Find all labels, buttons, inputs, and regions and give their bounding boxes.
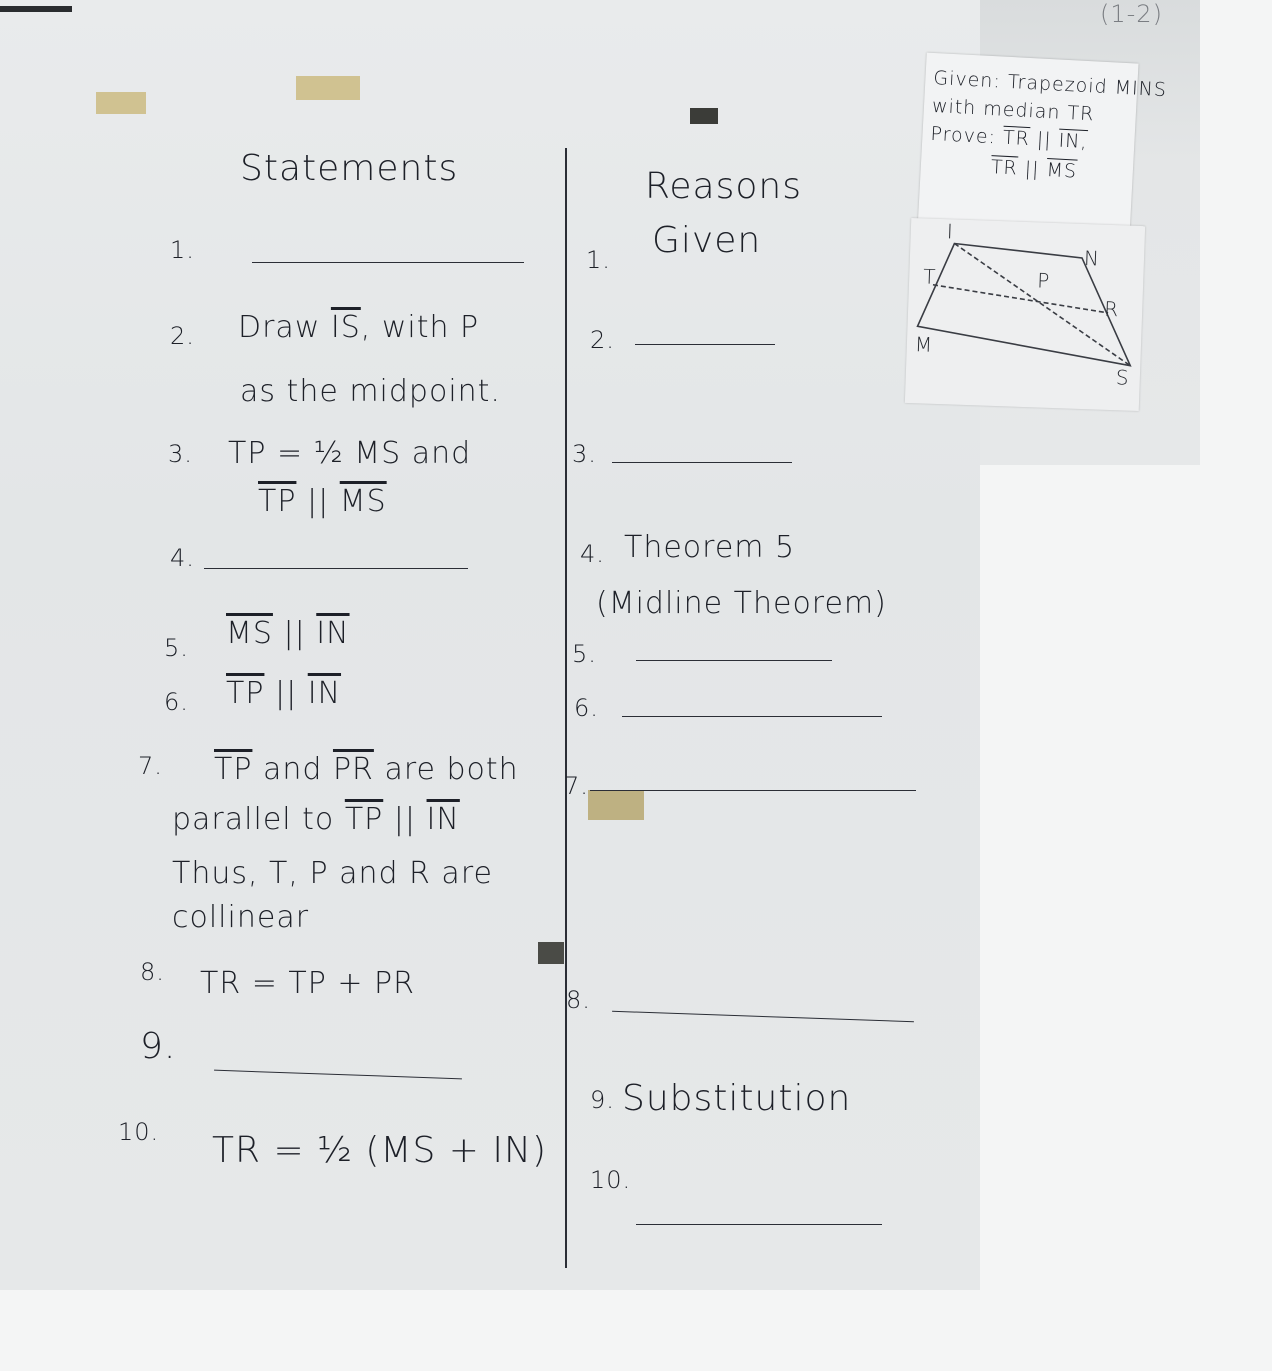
- segment-is: $\overline{IS}$: [330, 310, 361, 345]
- parallel-symbol: ||: [283, 616, 306, 651]
- dark-scrap: [538, 942, 564, 964]
- statement-text: [226, 676, 341, 711]
- trapezoid-outline: [916, 242, 1134, 365]
- statement-text: TR = TP + PR: [200, 966, 415, 1001]
- segment-tr: $\overline{TR}$: [990, 156, 1019, 180]
- segment-tr: $\overline{TR}$: [1002, 126, 1031, 151]
- segment-tp: $\overline{TP}$: [214, 752, 253, 787]
- given-line-2-text: with median TR: [931, 94, 1095, 126]
- reason-number: 7.: [564, 772, 589, 800]
- statement-text: Thus, T, P and R are: [172, 856, 493, 891]
- given-line-2: [931, 95, 1094, 125]
- dark-scrap: [690, 108, 718, 124]
- reasons-heading: Reasons: [645, 166, 802, 207]
- segment-tp: $\overline{TP}$: [344, 802, 384, 837]
- segment-pr: $\overline{PR}$: [332, 752, 374, 787]
- tape-scrap: [96, 92, 146, 114]
- statement-number: 3.: [168, 440, 193, 468]
- reason-blank: [636, 1224, 882, 1225]
- parallel-symbol: ||: [274, 676, 298, 711]
- reason-number: 4.: [580, 540, 605, 568]
- statement-number: 1.: [170, 236, 195, 264]
- statement-number: 7.: [138, 752, 163, 780]
- reason-blank: [590, 790, 916, 791]
- dark-scrap: [0, 6, 72, 12]
- statement-part: , with P: [360, 310, 480, 345]
- reason-text: Theorem 5: [624, 530, 796, 565]
- statement-part: and: [262, 752, 323, 787]
- statement-text: TP = ½ MS and: [228, 436, 472, 471]
- reason-blank: [635, 344, 775, 345]
- statement-text: [258, 484, 387, 519]
- reason-blank: [622, 716, 882, 717]
- statement-number: 6.: [164, 688, 189, 716]
- reason-text-sub: (Midline Theorem): [596, 586, 887, 621]
- tape-scrap: [588, 790, 644, 820]
- parallel-symbol: ||: [1036, 128, 1053, 152]
- label-r: R: [1103, 296, 1119, 322]
- reason-number: 10.: [590, 1166, 632, 1194]
- given-card: [917, 53, 1168, 242]
- segment-in: $\overline{IN}$: [307, 676, 342, 711]
- segment-ms: $\overline{MS}$: [1045, 159, 1078, 183]
- parallel-symbol: ||: [393, 802, 416, 837]
- label-m: M: [914, 332, 933, 357]
- statement-number: 9.: [140, 1026, 177, 1067]
- statement-blank: [252, 262, 524, 263]
- given-line-3: [930, 123, 1088, 153]
- statement-number: 4.: [170, 544, 195, 572]
- statement-text: [172, 802, 460, 837]
- reason-number: 6.: [574, 694, 599, 722]
- statement-text: [238, 310, 479, 345]
- column-divider: [565, 148, 567, 1268]
- prove-label: Prove:: [929, 122, 997, 149]
- reason-number: 1.: [586, 246, 611, 274]
- reason-number: 3.: [572, 440, 597, 468]
- given-line-1: Given: Trapezoid MINS: [932, 66, 1168, 102]
- reason-blank: [612, 462, 792, 463]
- label-s: S: [1115, 365, 1129, 390]
- segment-in: $\overline{IN}$: [316, 616, 350, 651]
- trapezoid-figure-card: [905, 218, 1145, 411]
- statement-number: 5.: [164, 634, 189, 662]
- reason-text: Substitution: [622, 1078, 852, 1119]
- tape-scrap: [296, 76, 360, 100]
- segment-tp: $\overline{TP}$: [258, 484, 297, 519]
- label-i: I: [946, 219, 954, 244]
- parallel-symbol: ||: [1024, 157, 1041, 181]
- statement-text: collinear: [172, 900, 310, 935]
- statement-number: 10.: [118, 1118, 160, 1146]
- statement-text: as the midpoint.: [240, 374, 501, 409]
- statements-heading: Statements: [240, 148, 459, 189]
- segment-ms: $\overline{MS}$: [226, 616, 273, 651]
- statement-number: 2.: [170, 322, 195, 350]
- reason-number: 2.: [590, 326, 615, 354]
- label-n: N: [1083, 246, 1100, 271]
- label-p: P: [1036, 268, 1050, 293]
- segment-ms: $\overline{MS}$: [339, 484, 387, 519]
- given-line-4: [990, 156, 1077, 182]
- statement-part: are both: [384, 752, 519, 787]
- statement-text: [214, 752, 519, 787]
- parallel-symbol: ||: [306, 484, 330, 519]
- statement-text: TR = ½ (MS + IN): [212, 1130, 547, 1171]
- reason-number: 8.: [566, 986, 591, 1014]
- reason-text: Given: [652, 220, 762, 261]
- statement-part: parallel to: [172, 802, 335, 837]
- segment-in: $\overline{IN}$: [426, 802, 460, 837]
- statement-number: 8.: [140, 958, 165, 986]
- segment-in: IN,: [1058, 129, 1089, 154]
- reason-number: 9.: [590, 1086, 615, 1114]
- header-fragment: (1-2): [1100, 0, 1163, 28]
- reason-blank: [636, 660, 832, 661]
- label-t: T: [922, 264, 936, 289]
- segment-tp: $\overline{TP}$: [226, 676, 265, 711]
- statement-blank: [204, 568, 468, 569]
- statement-part: Draw: [238, 310, 321, 345]
- statement-text: [226, 616, 350, 651]
- reason-number: 5.: [572, 640, 597, 668]
